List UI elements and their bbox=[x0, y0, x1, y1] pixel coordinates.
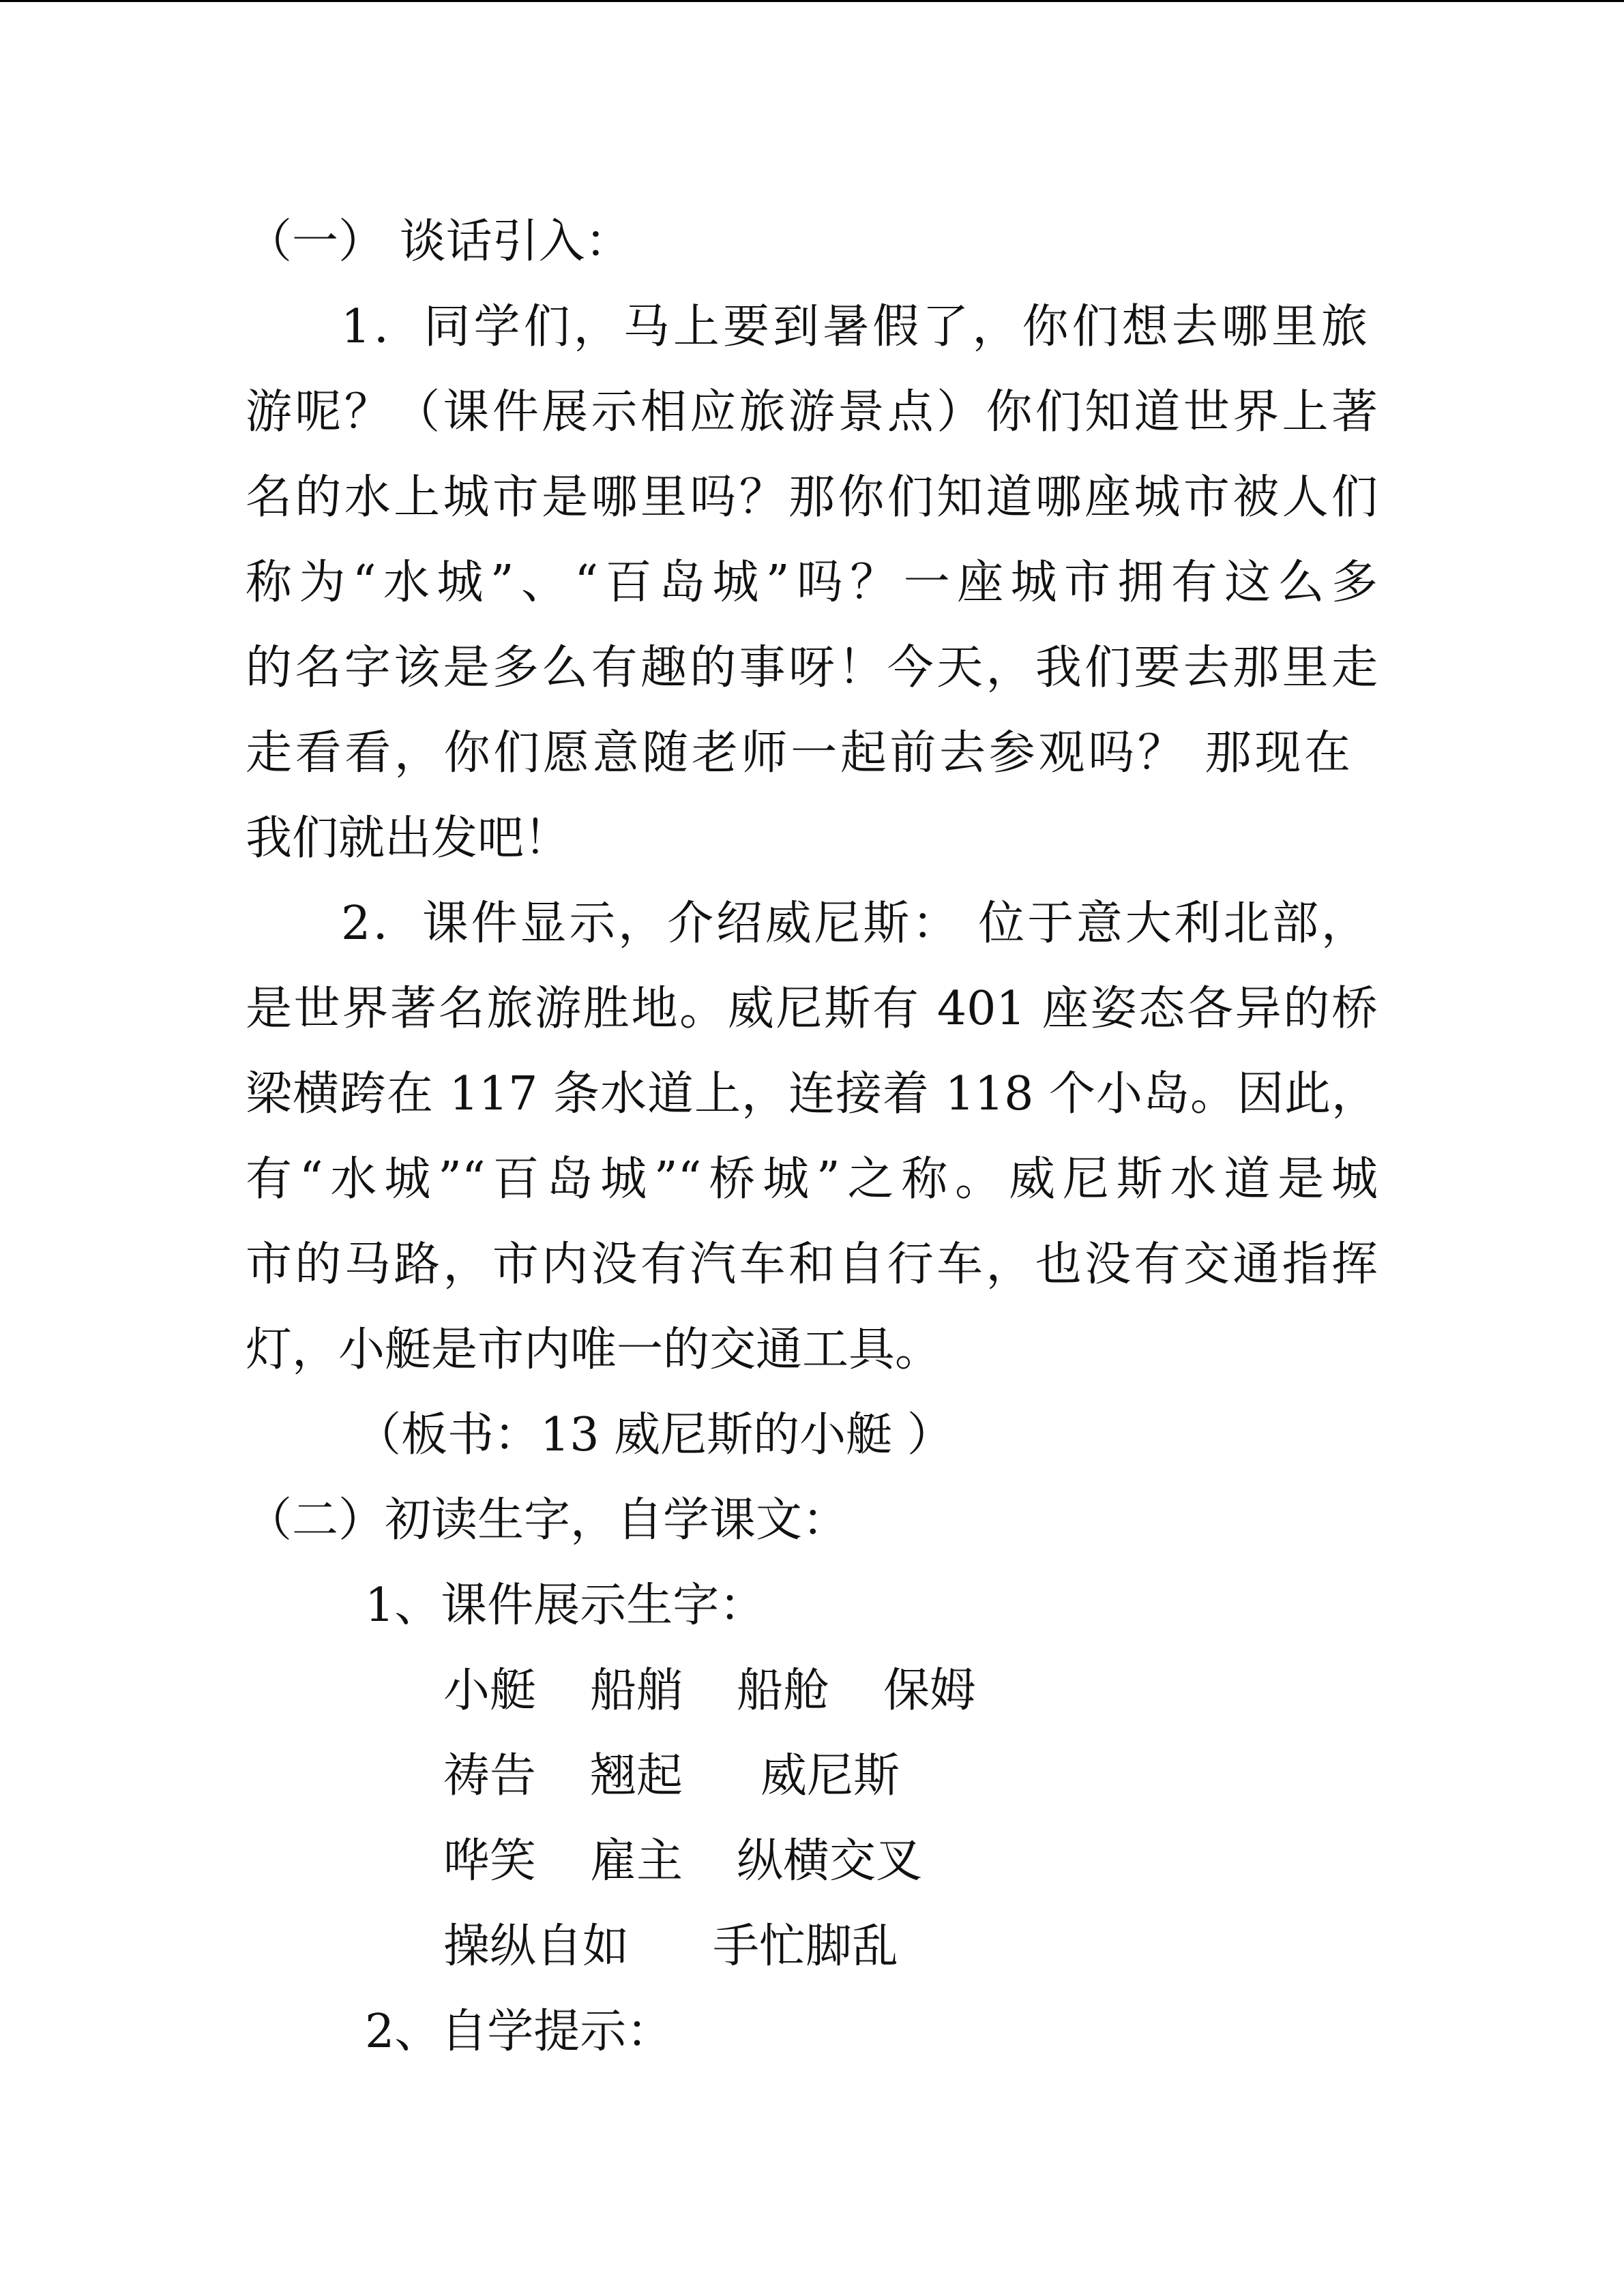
vocab-word: 祷告 bbox=[443, 1749, 537, 1803]
vocab-word: 纵横交叉 bbox=[737, 1834, 923, 1888]
paragraph-line: 灯，小艇是市内唯一的交通工具。 bbox=[246, 1323, 942, 1377]
top-border-line bbox=[0, 0, 1624, 2]
paragraph-line: 市的马路，市内没有汽车和自行车，也没有交通指挥 bbox=[246, 1238, 1378, 1292]
vocab-word: 手忙脚乱 bbox=[713, 1920, 899, 1973]
paragraph-line: 的名字该是多么有趣的事呀！今天，我们要去那里走 bbox=[246, 641, 1378, 695]
vocab-row bbox=[443, 1819, 922, 1905]
paragraph-line: 我们就出发吧！ bbox=[246, 811, 571, 865]
paragraph-line: 1．同学们，马上要到暑假了，你们想去哪里旅 bbox=[341, 300, 1368, 354]
vocab-row bbox=[443, 1904, 898, 1990]
vocab-word: 哗笑 bbox=[443, 1834, 537, 1888]
vocab-word: 翘起 bbox=[590, 1749, 683, 1803]
vocab-row bbox=[443, 1733, 900, 1819]
vocab-word: 船舱 bbox=[737, 1664, 830, 1718]
vocab-word: 保姆 bbox=[883, 1664, 977, 1718]
paragraph-line: 走看看，你们愿意随老师一起前去参观吗？ 那现在 bbox=[246, 726, 1350, 780]
item-label: 1、课件展示生字： bbox=[365, 1579, 766, 1632]
board-note: （板书：13 威尼斯的小艇 ） bbox=[355, 1408, 954, 1462]
item-label: 2、自学提示： bbox=[365, 2005, 673, 2059]
vocab-word: 船艄 bbox=[590, 1664, 683, 1718]
vocab-word: 雇主 bbox=[590, 1834, 683, 1888]
vocab-word: 小艇 bbox=[443, 1664, 537, 1718]
vocab-word: 威尼斯 bbox=[761, 1749, 900, 1803]
paragraph-line: 称为“水城”、“百岛城”吗？一座城市拥有这么多 bbox=[246, 556, 1378, 610]
vocab-word: 操纵自如 bbox=[443, 1920, 630, 1973]
paragraph-line: 是世界著名旅游胜地。威尼斯有 401 座姿态各异的桥 bbox=[246, 982, 1378, 1036]
paragraph-line: 游呢？（课件展示相应旅游景点）你们知道世界上著 bbox=[246, 385, 1378, 439]
vocab-row bbox=[443, 1648, 976, 1734]
paragraph-line: 名的水上城市是哪里吗？那你们知道哪座城市被人们 bbox=[246, 471, 1378, 524]
paragraph-line: 2．课件显示，介绍威尼斯： 位于意大利北部， bbox=[341, 897, 1368, 951]
paragraph-line: 有“水城”“百岛城”“桥城”之称。威尼斯水道是城 bbox=[246, 1152, 1378, 1206]
section-heading-reading: （二）初读生字，自学课文： bbox=[246, 1493, 849, 1547]
paragraph-line: 梁横跨在 117 条水道上，连接着 118 个小岛。因此， bbox=[246, 1067, 1378, 1121]
section-heading-intro: （一） 谈话引入： bbox=[246, 215, 632, 269]
